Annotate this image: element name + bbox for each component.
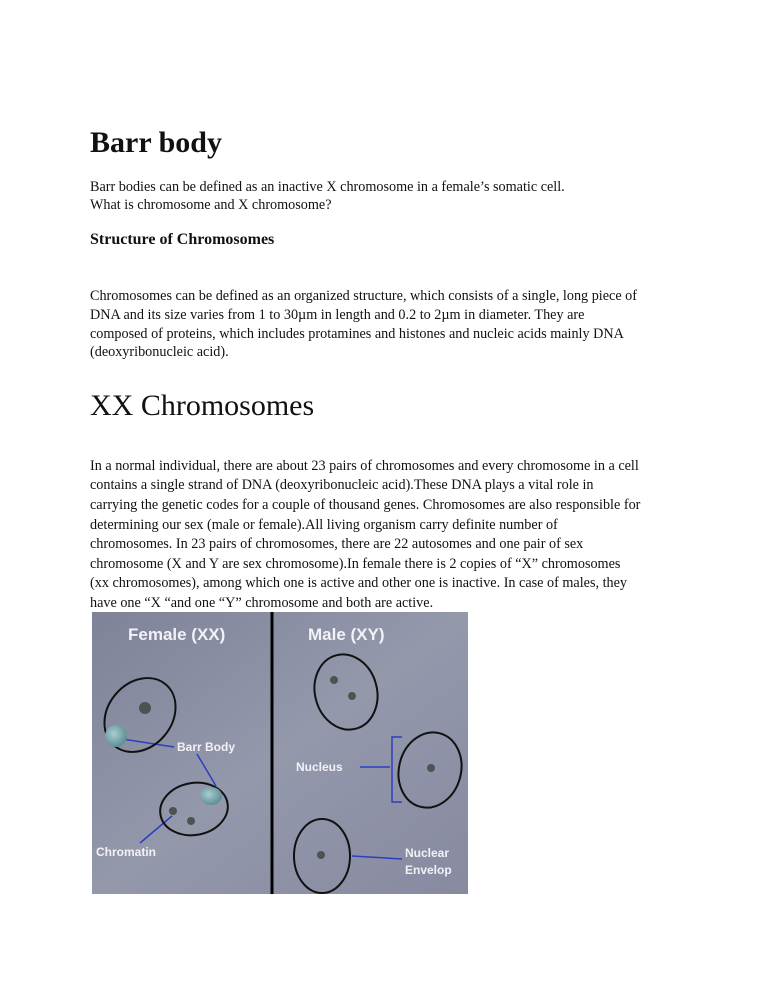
nucleus-label: Nucleus bbox=[296, 760, 343, 774]
barr-body-figure bbox=[92, 612, 468, 894]
paragraph-line: (xx chromosomes), among which one is active and other one is inactive. In case of males, they bbox=[90, 575, 627, 591]
intro-line: Barr bodies can be defined as an inactive X chromosome in a female’s somatic cell. bbox=[90, 179, 565, 195]
paragraph-line: have one “X “and one “Y” chromosome and both are active. bbox=[90, 595, 434, 611]
paragraph-line: chromosome (X and Y are sex chromosome).In female there is 2 copies of “X” chromosomes bbox=[90, 556, 621, 572]
page-title: Barr body bbox=[90, 126, 222, 159]
intro-line: What is chromosome and X chromosome? bbox=[90, 197, 332, 213]
paragraph-line: In a normal individual, there are about 23 pairs of chromosomes and every chromosome in a cell bbox=[90, 458, 639, 474]
chromatin-label: Chromatin bbox=[96, 845, 156, 859]
barr-body-2 bbox=[200, 787, 222, 805]
section-heading-xx: XX Chromosomes bbox=[90, 389, 315, 422]
barr-body-label: Barr Body bbox=[177, 740, 236, 754]
nuclear-envelop-label: Nuclear bbox=[405, 846, 450, 860]
male-label: Male (XY) bbox=[308, 625, 385, 644]
paragraph-line: carrying the genetic codes for a couple of thousand genes. Chromosomes are also responsible for bbox=[90, 497, 641, 513]
paragraph-line: (deoxyribonucleic acid). bbox=[90, 344, 229, 360]
barr-body-1 bbox=[105, 725, 127, 747]
section-heading-structure: Structure of Chromosomes bbox=[90, 231, 275, 248]
paragraph-line: contains a single strand of DNA (deoxyribonucleic acid).These DNA plays a vital role in bbox=[90, 477, 594, 493]
paragraph-line: DNA and its size varies from 1 to 30µm in length and 0.2 to 2µm in diameter. They are bbox=[90, 307, 585, 323]
paragraph-line: Chromosomes can be defined as an organized structure, which consists of a single, long piece of bbox=[90, 288, 637, 304]
female-label: Female (XX) bbox=[128, 625, 226, 644]
paragraph-line: determining our sex (male or female).All living organism carry definite number of bbox=[90, 517, 558, 533]
paragraph-line: chromosomes. In 23 pairs of chromosomes, there are 22 autosomes and one pair of sex bbox=[90, 536, 584, 552]
nuclear-envelop-label: Envelop bbox=[405, 863, 452, 877]
paragraph-line: composed of proteins, which includes protamines and histones and nucleic acids mainly DNA bbox=[90, 326, 624, 342]
